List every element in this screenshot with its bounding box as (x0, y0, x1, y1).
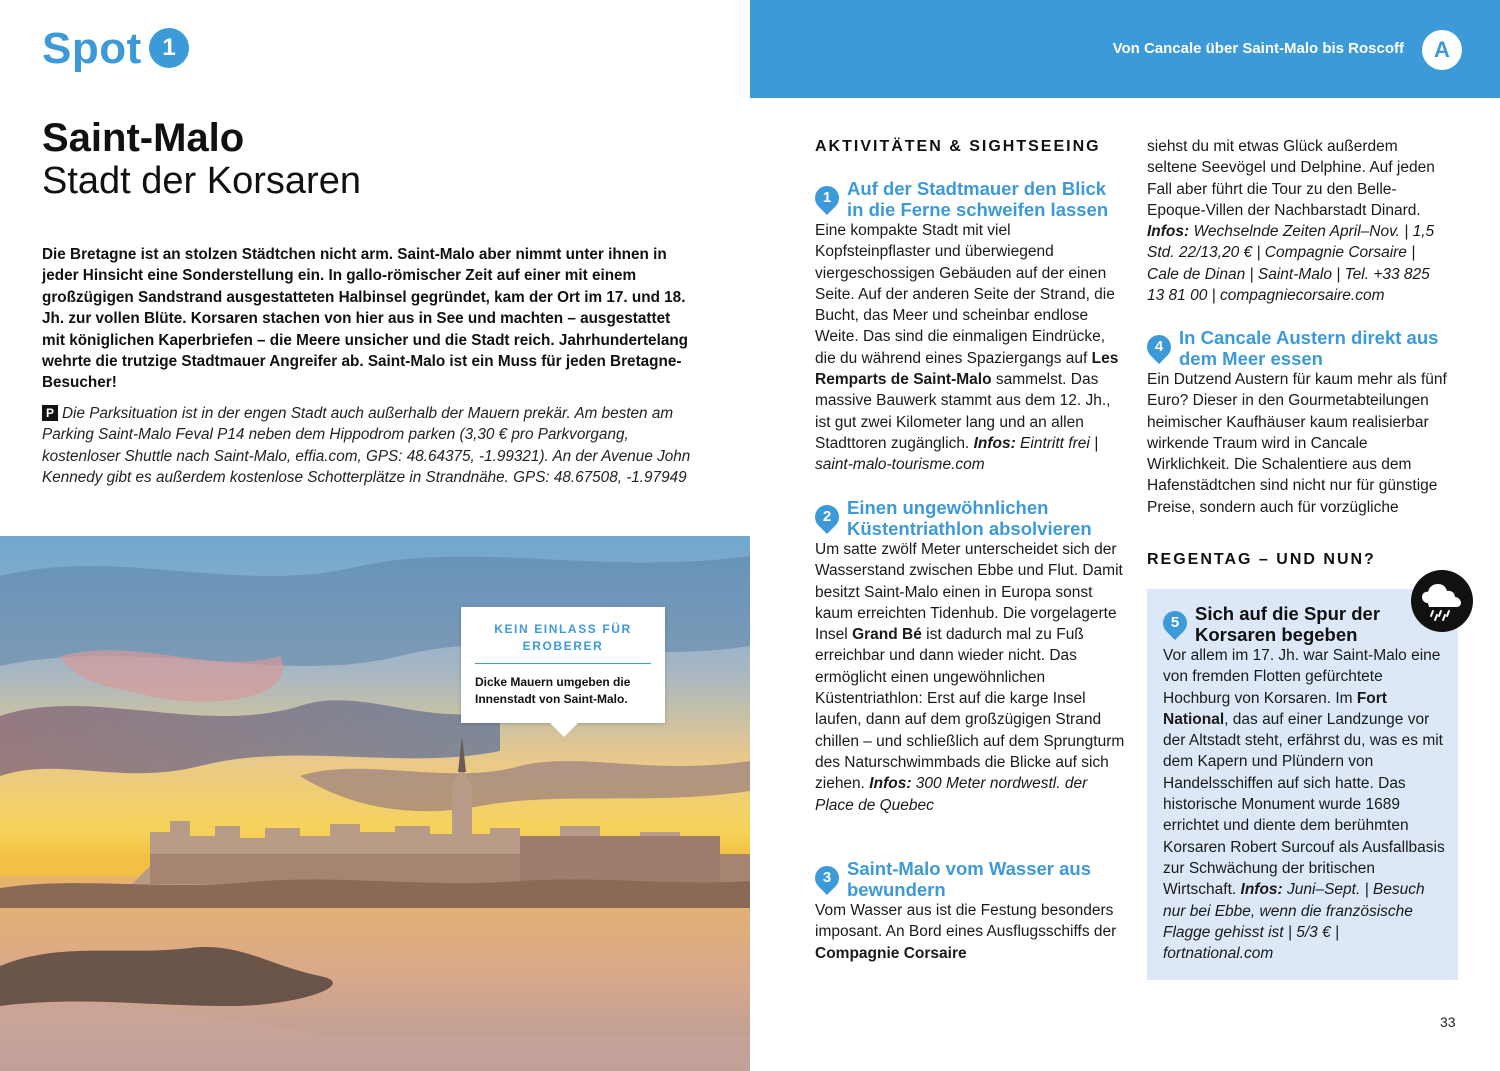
caption-title: KEIN EINLASS FÜR EROBERER (475, 621, 651, 664)
activity-5-heading (1163, 603, 1448, 645)
spot-label: Spot (42, 24, 142, 73)
activity-2-title: Einen ungewöhnlichen Küstentriathlon absolvieren (847, 497, 1092, 539)
spot-number-badge: 1 (149, 28, 189, 68)
map-pin-icon: 2 (810, 500, 844, 534)
section-title-rainy-day: REGENTAG – UND NUN? (1147, 551, 1376, 568)
map-pin-icon: 1 (810, 181, 844, 215)
section-title-activities: AKTIVITÄTEN & SIGHTSEEING (815, 138, 1101, 155)
activity-3-title: Saint-Malo vom Wasser aus bewundern (847, 858, 1091, 900)
map-pin-icon: 3 (810, 861, 844, 895)
chapter-badge: A (1422, 30, 1462, 70)
activity-2-heading (815, 497, 1125, 539)
activity-item-2 (815, 497, 1125, 816)
activity-3-heading (815, 858, 1125, 900)
activity-item-3 (815, 858, 1125, 964)
activity-4-title: In Cancale Austern direkt aus dem Meer essen (1179, 327, 1439, 369)
right-page (750, 0, 1500, 1071)
activity-item-5 (1163, 603, 1448, 964)
page-title: Saint-Malo (42, 116, 245, 160)
activity-item-1 (815, 178, 1125, 476)
parking-text: Die Parksituation ist in der engen Stadt auch außerhalb der Mauern prekär. Am besten am Parking Saint-Malo Feval P14 neben dem Hippodrom parken (3,30 € pro Parkvorgang, kostenloser Shuttle nach Saint-Malo, effia.com, GPS: 48.64375, -1.99321). An der Avenue John Kennedy gibt es außerdem kostenlose Schotterplätze in Strandnähe. GPS: 48.67508, -1.97949 (42, 405, 691, 487)
activity-3-body: Vom Wasser aus ist die Festung besonders imposant. An Bord eines Ausflugsschiffs der Compagnie Corsaire (815, 902, 1117, 962)
activity-1-body: Eine kompakte Stadt mit viel Kopfsteinpflaster und überwiegend viergeschossigen Gebäuden auf der einen Seite. Auf der anderen Seite der Strand, die Bucht, das Meer und scheinbar endlose Weite. Das sind die einmaligen Eindrücke, die du während eines Spaziergangs auf Les Remparts de Saint-Malo sammelst. Das massive Bauwerk stammt aus dem 12. Jh., ist gut zwei Kilometer lang und an allen Stadttoren zugänglich. Infos: Eintritt frei | saint-malo-tourisme.com (815, 222, 1119, 474)
page-number: 33 (1440, 1014, 1456, 1030)
caption-text: Dicke Mauern umgeben die Innenstadt von Saint-Malo. (475, 675, 631, 706)
activity-3-continued: siehst du mit etwas Glück außerdem seltene Seevögel und Delphine. Auf jeden Fall aber führt die Tour zu den Belle-Epoque-Villen der Nachbarstadt Dinard. Infos: Wechselnde Zeiten April–Nov. | 1,5 Std. 22/13,20 € | Compagnie Corsaire | Cale de Dinan | Saint-Malo | Tel. +33 825 13 81 00 | compagniecorsaire.com (1147, 138, 1435, 305)
activity-4-heading (1147, 327, 1447, 369)
chapter-title: Von Cancale über Saint-Malo bis Roscoff (1112, 40, 1404, 57)
lead-paragraph: Die Bretagne ist an stolzen Städtchen nicht arm. Saint-Malo aber nimmt unter ihnen in jeder Hinsicht eine Sonderstellung ein. In gallo-römischer Zeit auf einer mit einem großzügigen Sandstrand ausgestatteten Halbinsel gegründet, kam der Ort im 17. und 18. Jh. zur vollen Blüte. Korsaren stachen von hier aus in See und machten – ausgestattet mit königlichen Kaperbriefen – die Meere unsicher und die Stadt reich. Jahrhundertelang wehrte die trutzige Stadtmauer Angreifer ab. Saint-Malo ist ein Muss für jeden Bretagne-Besucher! (42, 246, 689, 392)
activity-item-4 (1147, 327, 1447, 518)
activity-5-body: Vor allem im 17. Jh. war Saint-Malo eine von fremden Flotten gefürchtete Hochburg von Korsaren. Im Fort National, das auf einer Landzunge vor der Altstadt steht, erfährst du, was es mit dem Kapern und Plündern von Handelsschiffen auf sich hatte. Das historische Monument wurde 1689 errichtet und diente dem berühmten Korsaren Robert Surcouf als Ausfallbasis zur Schwächung der britischen Wirtschaft. Infos: Juni–Sept. | Besuch nur bei Ebbe, wenn die französische Flagge gehisst ist | 5/3 € | fortnational.com (1163, 647, 1445, 963)
map-pin-icon: 4 (1142, 330, 1176, 364)
parking-icon: P (42, 405, 58, 421)
page-subtitle: Stadt der Korsaren (42, 160, 361, 202)
photo-caption (461, 607, 665, 723)
activity-1-title: Auf der Stadtmauer den Blick in die Ferne schweifen lassen (847, 178, 1109, 220)
activity-2-body: Um satte zwölf Meter unterscheidet sich der Wasserstand zwischen Ebbe und Flut. Damit besitzt Saint-Malo einen in Europa sonst kaum erreichten Tidenhub. Die vorgelagerte Insel Grand Bé ist dadurch mal zu Fuß erreichbar und dann wieder nicht. Das ermöglicht einen ungewöhnlichen Küstentriathlon: Erst auf die karge Insel laufen, dann auf dem großzügigen Strand chillen – und schließlich auf dem Sprungturm des Naturschwimmbads die Blicke auf sich ziehen. Infos: 300 Meter nordwestl. der Place de Quebec (815, 541, 1125, 814)
activity-1-heading (815, 178, 1125, 220)
parking-note (42, 403, 692, 489)
activity-4-body: Ein Dutzend Austern für kaum mehr als fünf Euro? Dieser in den Gourmetabteilungen heimischer Kaufhäuser kaum realisierbar wirkende Traum wird in Cancale Wirklichkeit. Die Schalentiere aus dem Hafenstädtchen sind nicht nur für günstige Preise, sondern auch für vorzügliche (1147, 371, 1447, 516)
activity-5-title: Sich auf die Spur der Korsaren begeben (1195, 603, 1381, 645)
map-pin-icon: 5 (1158, 606, 1192, 640)
